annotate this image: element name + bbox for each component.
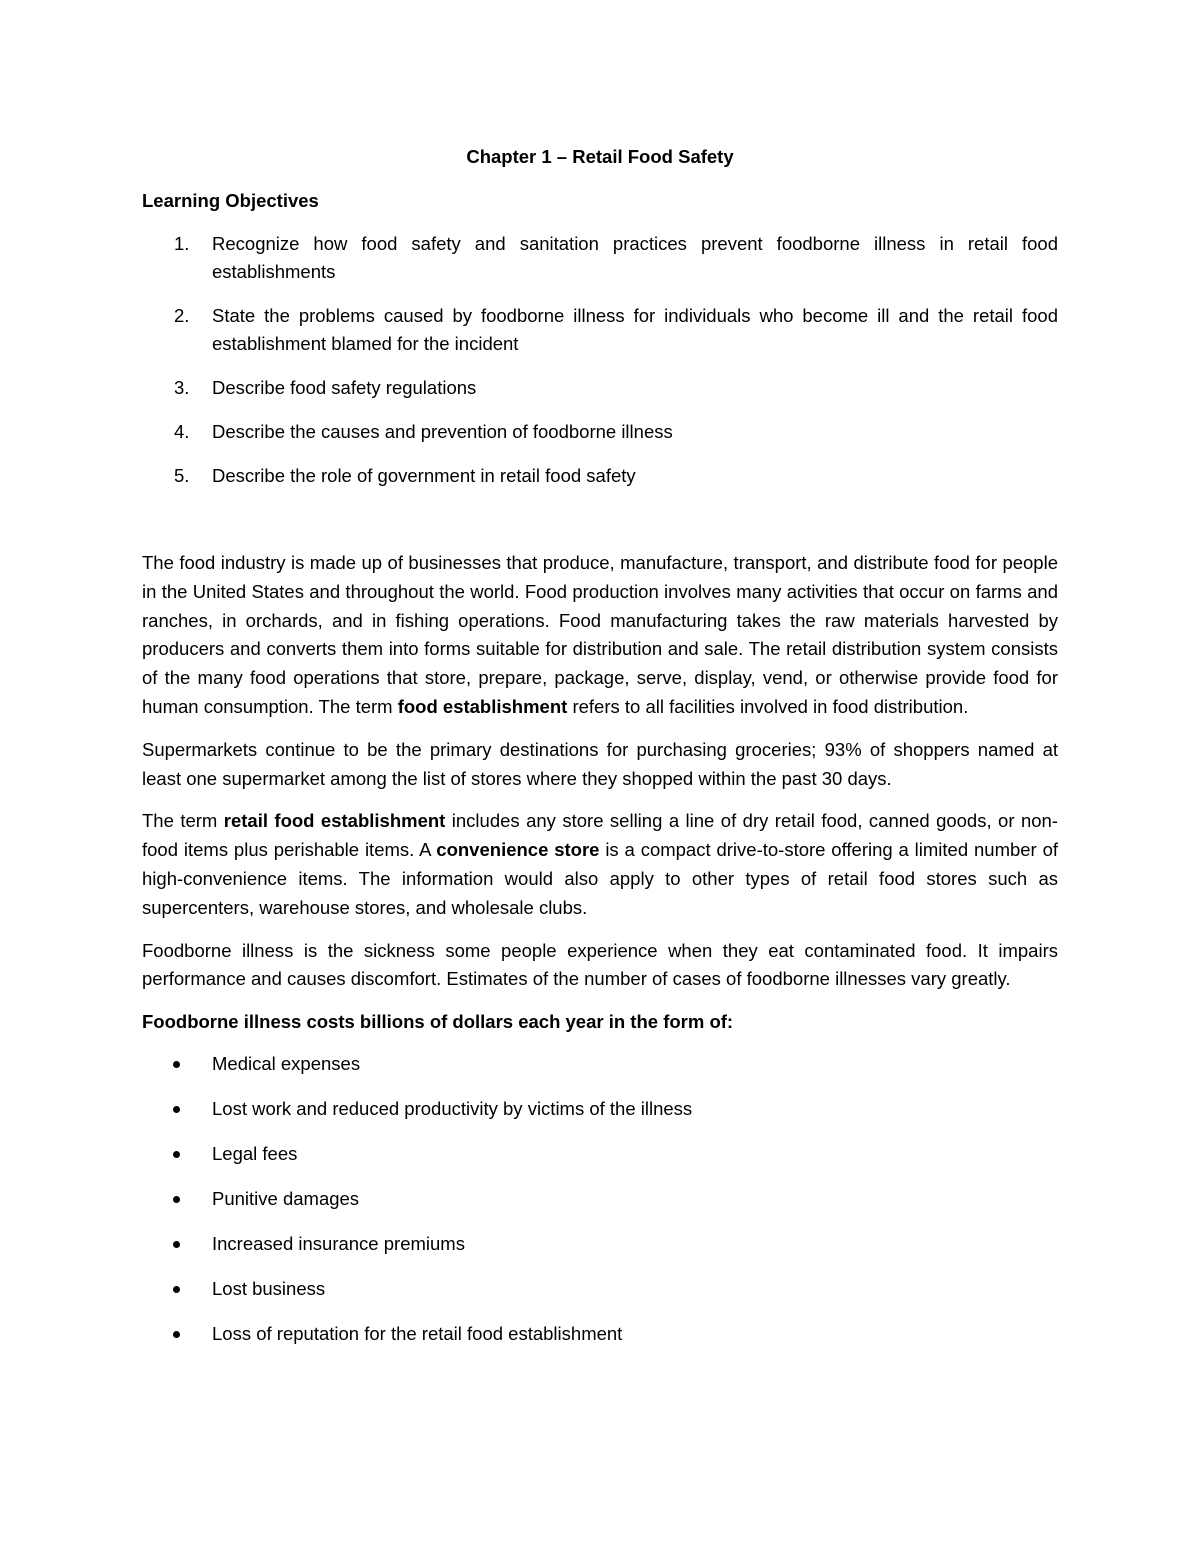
paragraph-foodborne-illness: Foodborne illness is the sickness some people experience when they eat contaminated food. It impairs performance and causes discomfort. Estimates of the number of cases of foodborne illnesses vary greatly. bbox=[142, 939, 1058, 990]
chapter-title: Chapter 1 – Retail Food Safety bbox=[466, 146, 734, 167]
list-item bbox=[142, 1140, 1058, 1168]
term-food-establishment: food establishment bbox=[397, 695, 568, 717]
bullet-icon bbox=[173, 1151, 180, 1158]
paragraph-text: The term bbox=[142, 810, 224, 832]
term-convenience-store: convenience store bbox=[436, 839, 600, 861]
paragraph-food-industry bbox=[142, 549, 1058, 722]
objective-item bbox=[142, 302, 1058, 358]
objective-text: State the problems caused by foodborne illness for individuals who become ill and the retail food establishment blamed for the incident bbox=[212, 305, 1058, 354]
list-item-text: Loss of reputation for the retail food establishment bbox=[212, 1323, 623, 1345]
paragraph-supermarkets: Supermarkets continue to be the primary destinations for purchasing groceries; 93% of shoppers named at least one supermarket among the list of stores where they shopped within the past 30 days. bbox=[142, 738, 1058, 789]
list-item-text: Increased insurance premiums bbox=[212, 1233, 465, 1255]
term-retail-food-establishment: retail food establishment bbox=[223, 810, 446, 832]
list-item bbox=[142, 1275, 1058, 1303]
objective-item bbox=[142, 418, 1058, 446]
paragraph-text: includes any store selling a line of dry retail food, canned goods, or non-food items plus perishable items. A bbox=[142, 810, 1058, 861]
list-item-text: Lost work and reduced productivity by victims of the illness bbox=[212, 1098, 693, 1120]
learning-objectives-heading: Learning Objectives bbox=[142, 190, 319, 211]
bullet-icon bbox=[173, 1331, 180, 1338]
list-item bbox=[142, 1095, 1058, 1123]
objective-text: Describe the causes and prevention of foodborne illness bbox=[212, 421, 673, 442]
objective-item bbox=[142, 462, 1058, 490]
costs-list bbox=[142, 1050, 1058, 1348]
bullet-icon bbox=[173, 1286, 180, 1293]
objective-item bbox=[142, 374, 1058, 402]
list-item-text: Legal fees bbox=[212, 1143, 298, 1165]
paragraph-text: The food industry is made up of businesses that produce, manufacture, transport, and distribute food for people in the United States and throughout the world. Food production involves many activities that occur on farms and ranches, in orchards, and in fishing operations. Food manufacturing takes the raw materials harvested by producers and converts them into forms suitable for distribution and sale. The retail distribution system consists of the many food operations that store, prepare, package, serve, display, vend, or otherwise provide food for human consumption. The term bbox=[142, 552, 1058, 717]
list-item bbox=[142, 1185, 1058, 1213]
list-item bbox=[142, 1230, 1058, 1258]
objective-text: Recognize how food safety and sanitation practices prevent foodborne illness in retail food establishments bbox=[212, 233, 1058, 282]
objective-number: 3. bbox=[174, 377, 190, 398]
objective-number: 2. bbox=[174, 305, 190, 326]
bullet-icon bbox=[173, 1196, 180, 1203]
costs-heading: Foodborne illness costs billions of dollars each year in the form of: bbox=[142, 1011, 734, 1033]
objective-number: 4. bbox=[174, 421, 190, 442]
paragraph-text: refers to all facilities involved in food distribution. bbox=[567, 695, 969, 717]
objective-text: Describe the role of government in retail food safety bbox=[212, 465, 636, 486]
bullet-icon bbox=[173, 1106, 180, 1113]
list-item-text: Medical expenses bbox=[212, 1053, 361, 1075]
list-item-text: Punitive damages bbox=[212, 1188, 360, 1210]
objective-number: 1. bbox=[174, 233, 190, 254]
bullet-icon bbox=[173, 1061, 180, 1068]
objective-number: 5. bbox=[174, 465, 190, 486]
bullet-icon bbox=[173, 1241, 180, 1248]
paragraph-retail-food-establishment bbox=[142, 807, 1058, 922]
paragraph-text: is a compact drive-to-store offering a limited number of high-convenience items. The information would also apply to other types of retail food stores such as supercenters, warehouse stores, and wholesale clubs. bbox=[142, 839, 1059, 918]
body-text bbox=[142, 549, 1058, 1365]
list-item bbox=[142, 1320, 1058, 1348]
objective-item bbox=[142, 230, 1058, 286]
list-item bbox=[142, 1050, 1058, 1078]
objectives-list bbox=[142, 230, 1058, 506]
objective-text: Describe food safety regulations bbox=[212, 377, 477, 398]
list-item-text: Lost business bbox=[212, 1278, 326, 1300]
